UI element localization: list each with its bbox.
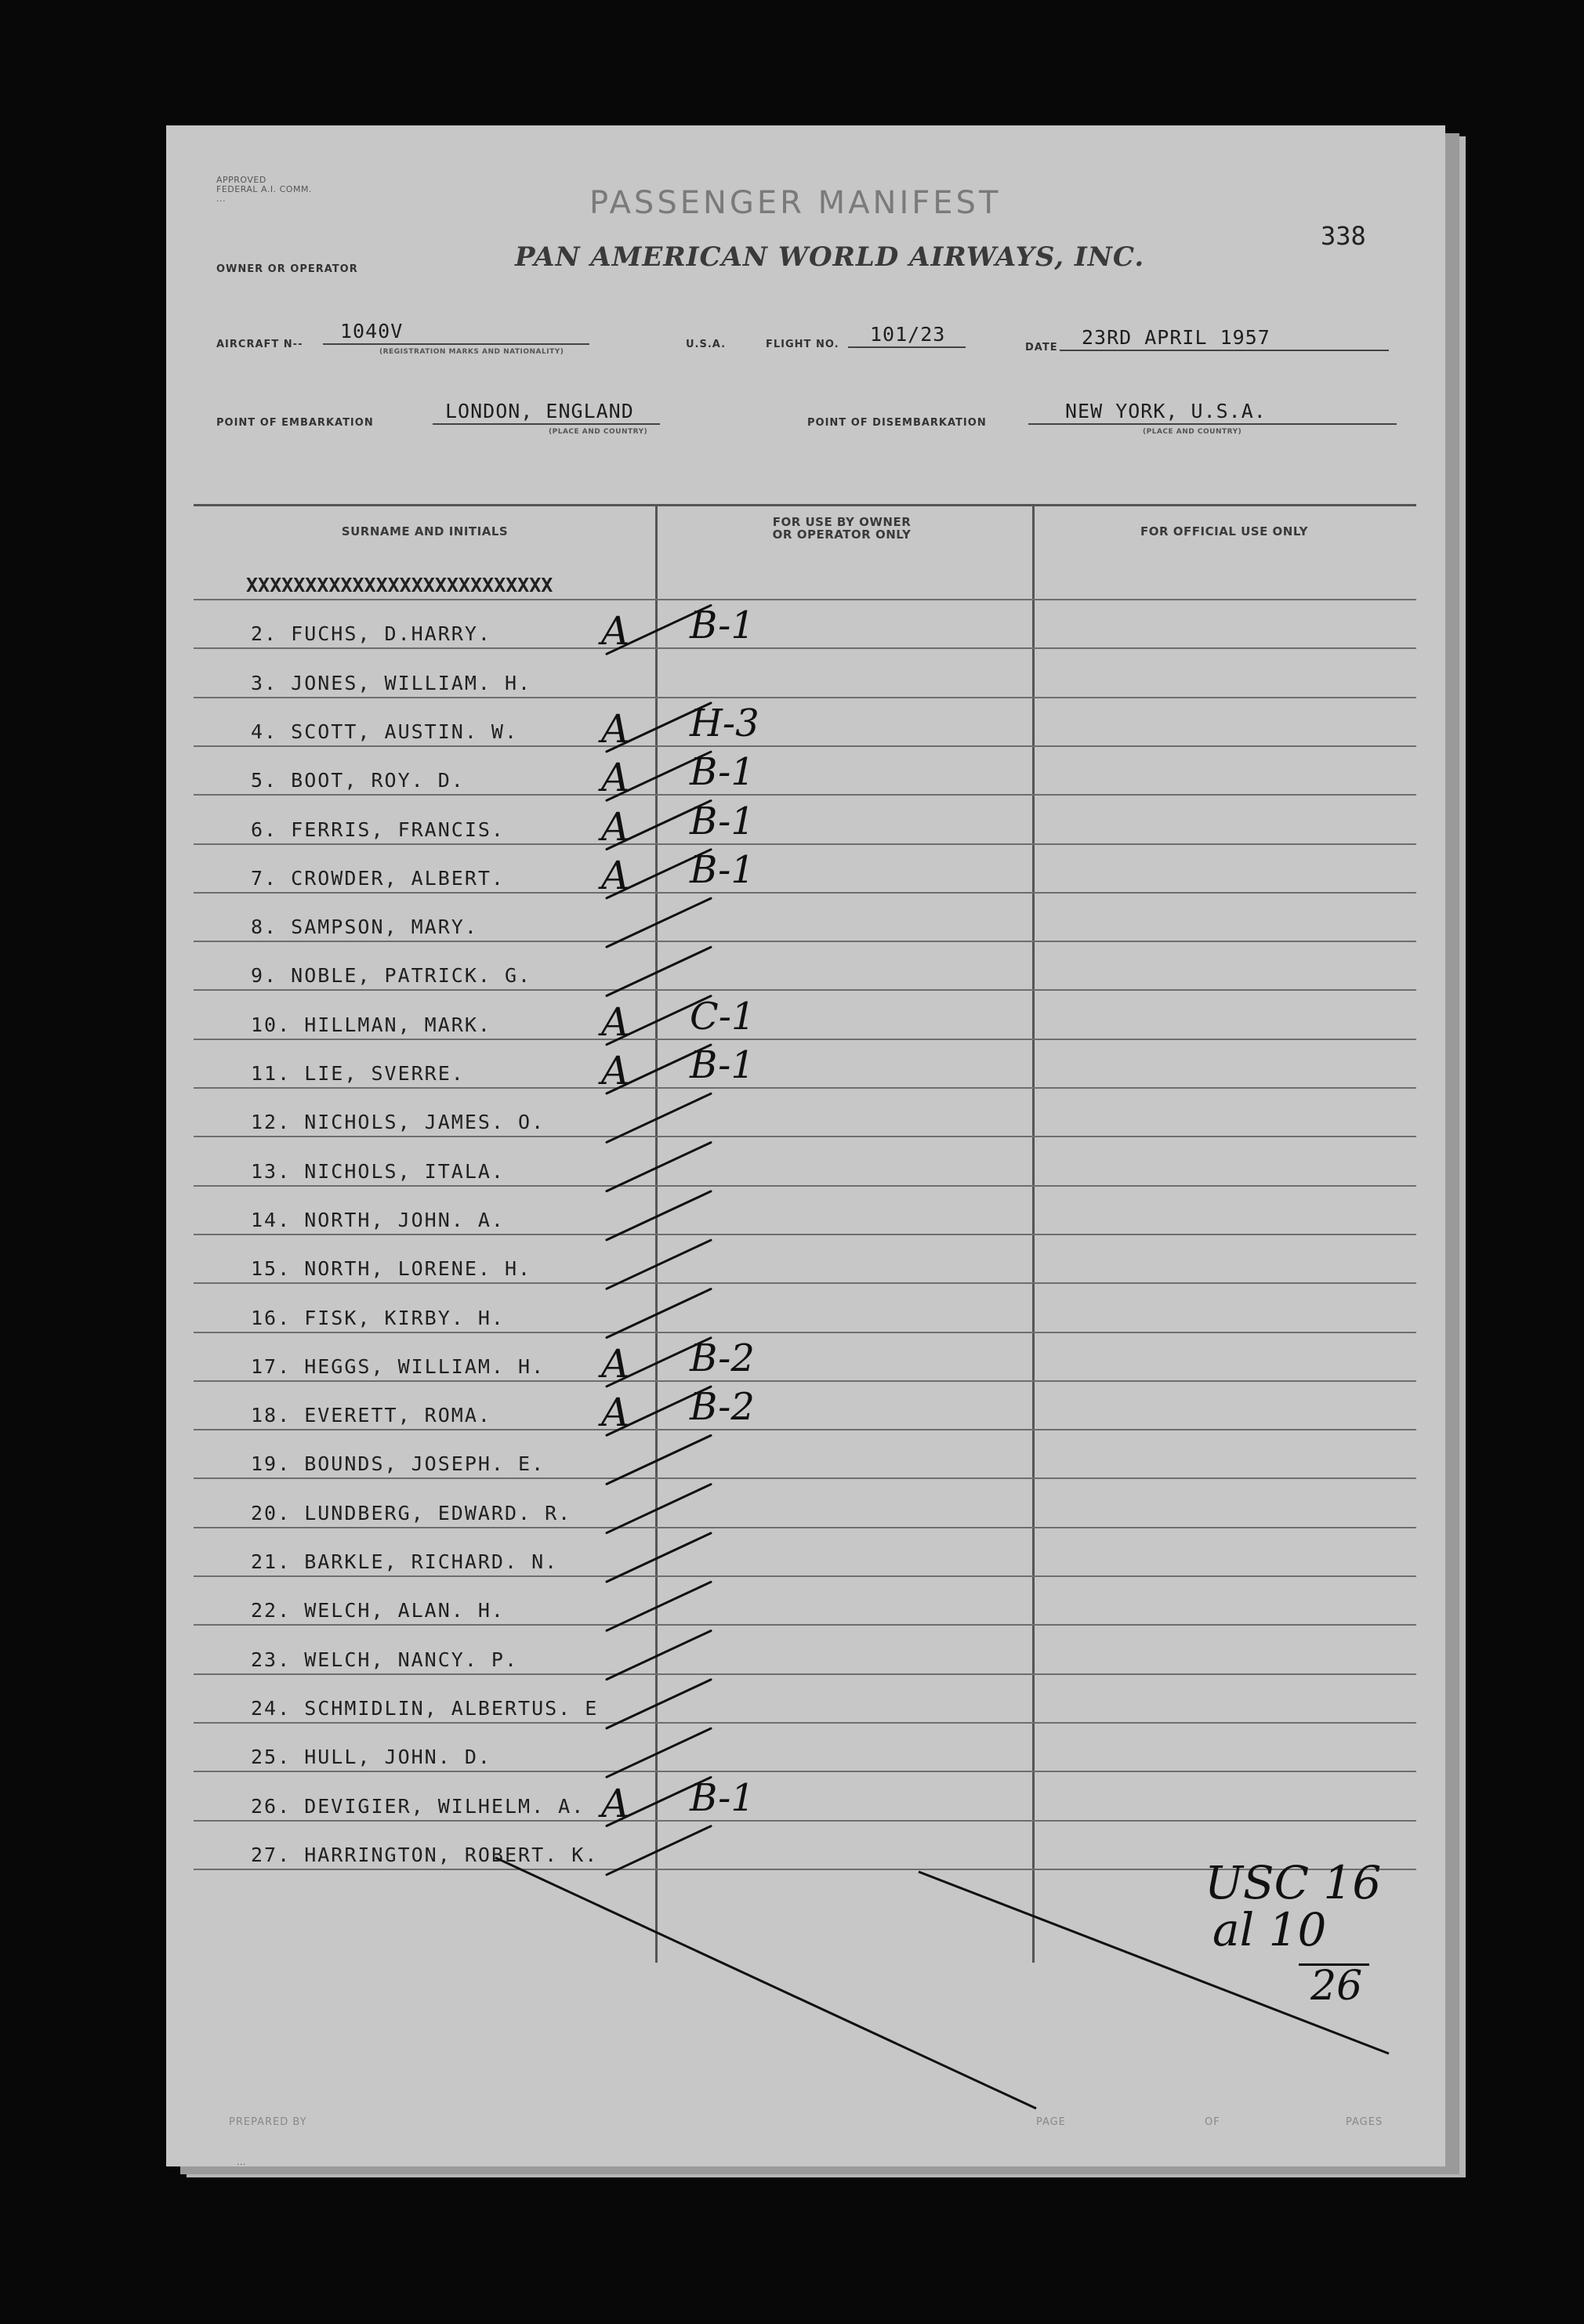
check-stroke xyxy=(607,1338,711,1387)
column-owner-use: FOR USE BY OWNER OR OPERATOR ONLY xyxy=(772,515,912,542)
check-stroke xyxy=(607,801,711,850)
passenger-entry: 8. SAMPSON, MARY. xyxy=(251,915,478,939)
passenger-entry: XXXXXXXXXXXXXXXXXXXXXXXXXX xyxy=(246,574,553,596)
visa-class-mark: B-1 xyxy=(690,750,755,795)
check-stroke xyxy=(607,898,711,947)
disembarkation-label: POINT OF DISEMBARKATION xyxy=(807,417,987,429)
check-stroke xyxy=(607,947,711,995)
place-note: (PLACE AND COUNTRY) xyxy=(549,428,648,436)
closing-line-right xyxy=(919,1872,1389,2054)
check-stroke xyxy=(607,1778,711,1826)
passenger-entry: 9. NOBLE, PATRICK. G. xyxy=(251,964,532,988)
passenger-entry: 23. WELCH, NANCY. P. xyxy=(251,1648,519,1671)
passenger-entry: 25. HULL, JOHN. D. xyxy=(251,1746,491,1769)
visa-class-mark: B-1 xyxy=(690,1043,755,1087)
passenger-entry: 14. NORTH, JOHN. A. xyxy=(251,1208,505,1231)
passenger-entry: 18. EVERETT, ROMA. xyxy=(251,1404,491,1427)
passenger-entry: 27. HARRINGTON, ROBERT. K. xyxy=(251,1843,599,1866)
tally-line-2: al 10 xyxy=(1212,1903,1327,1956)
check-stroke xyxy=(607,1485,711,1533)
check-stroke xyxy=(607,1240,711,1289)
owner-label: OWNER OR OPERATOR xyxy=(216,263,358,275)
date-label: DATE xyxy=(1025,342,1058,353)
passenger-entry: 15. NORTH, LORENE. H. xyxy=(251,1257,532,1281)
visa-class-mark: B-2 xyxy=(690,1336,755,1380)
check-stroke xyxy=(607,1582,711,1630)
check-stroke xyxy=(607,1143,711,1191)
passenger-entry: 5. BOOT, ROY. D. xyxy=(251,769,465,792)
admission-mark: A xyxy=(601,755,630,801)
visa-class-mark: C-1 xyxy=(690,994,756,1039)
aircraft-value: 1040V xyxy=(340,320,404,343)
admission-mark: A xyxy=(601,608,630,654)
tally-total: 26 xyxy=(1310,1963,1363,2010)
admission-mark: A xyxy=(601,1390,630,1436)
passenger-entry: 3. JONES, WILLIAM. H. xyxy=(251,671,532,694)
of-label: OF xyxy=(1205,2116,1220,2128)
passenger-entry: 19. BOUNDS, JOSEPH. E. xyxy=(251,1452,546,1476)
check-stroke xyxy=(607,1533,711,1582)
embarkation-label: POINT OF EMBARKATION xyxy=(216,417,374,429)
admission-mark: A xyxy=(601,803,630,850)
page-label: PAGE xyxy=(1036,2116,1066,2128)
check-stroke xyxy=(607,1387,711,1435)
check-stroke xyxy=(607,996,711,1045)
check-stroke xyxy=(607,1680,711,1728)
passenger-entry: 6. FERRIS, FRANCIS. xyxy=(251,818,505,841)
registration-note: (REGISTRATION MARKS AND NATIONALITY) xyxy=(379,348,564,356)
check-stroke xyxy=(607,1728,711,1777)
passenger-entry: 13. NICHOLS, ITALA. xyxy=(251,1159,505,1183)
disembarkation-value: NEW YORK, U.S.A. xyxy=(1065,400,1267,422)
passenger-entry: 22. WELCH, ALAN. H. xyxy=(251,1599,505,1622)
passenger-entry: 10. HILLMAN, MARK. xyxy=(251,1013,491,1036)
page-title: PASSENGER MANIFEST xyxy=(589,185,1002,221)
check-stroke xyxy=(607,850,711,898)
passenger-entry: 26. DEVIGIER, WILHELM. A. xyxy=(251,1794,585,1818)
passenger-entry: 20. LUNDBERG, EDWARD. R. xyxy=(251,1501,572,1525)
check-stroke xyxy=(607,1826,711,1875)
check-stroke xyxy=(607,1435,711,1484)
passenger-entry: 11. LIE, SVERRE. xyxy=(251,1062,465,1085)
embarkation-value: LONDON, ENGLAND xyxy=(445,400,634,422)
prepared-by-label: PREPARED BY xyxy=(229,2116,307,2128)
visa-class-mark: B-1 xyxy=(690,1775,755,1820)
visa-class-mark: B-2 xyxy=(690,1385,755,1430)
tally-line-1: USC 16 xyxy=(1205,1856,1382,1909)
closing-line-left xyxy=(495,1858,1036,2108)
column-surname: SURNAME AND INITIALS xyxy=(341,524,509,538)
check-stroke xyxy=(607,1093,711,1142)
admission-mark: A xyxy=(601,1340,630,1387)
check-stroke xyxy=(607,1045,711,1093)
form-number: ... xyxy=(237,2157,246,2167)
check-stroke xyxy=(607,1191,711,1240)
visa-class-mark: B-1 xyxy=(690,604,755,648)
place-note-2: (PLACE AND COUNTRY) xyxy=(1143,428,1242,436)
pages-label: PAGES xyxy=(1346,2116,1383,2128)
manifest-page xyxy=(166,125,1445,2166)
handwritten-strokes xyxy=(166,125,1445,2166)
passenger-entry: 16. FISK, KIRBY. H. xyxy=(251,1306,505,1329)
check-stroke xyxy=(607,605,711,654)
check-stroke xyxy=(607,752,711,800)
country-label: U.S.A. xyxy=(686,339,727,350)
check-stroke xyxy=(607,1631,711,1680)
column-official-use: FOR OFFICIAL USE ONLY xyxy=(1140,524,1308,538)
page-number: 338 xyxy=(1321,221,1366,251)
admission-mark: A xyxy=(601,852,630,898)
form-approval-note: APPROVED FEDERAL A.I. COMM. ... xyxy=(216,175,312,204)
flight-label: FLIGHT NO. xyxy=(766,339,839,350)
passenger-entry: 24. SCHMIDLIN, ALBERTUS. E xyxy=(251,1696,599,1720)
visa-class-mark: B-1 xyxy=(690,847,755,892)
date-value: 23RD APRIL 1957 xyxy=(1082,326,1270,349)
admission-mark: A xyxy=(601,1048,630,1093)
passenger-entry: 12. NICHOLS, JAMES. O. xyxy=(251,1111,546,1134)
aircraft-label: AIRCRAFT N-- xyxy=(216,339,303,350)
visa-class-mark: B-1 xyxy=(690,799,755,843)
check-stroke xyxy=(607,1289,711,1338)
passenger-entry: 7. CROWDER, ALBERT. xyxy=(251,866,505,890)
admission-mark: A xyxy=(601,705,630,752)
admission-mark: A xyxy=(601,999,630,1045)
passenger-entry: 2. FUCHS, D.HARRY. xyxy=(251,622,491,646)
flight-value: 101/23 xyxy=(870,323,946,346)
airline-name: PAN AMERICAN WORLD AIRWAYS, INC. xyxy=(515,241,1145,273)
passenger-entry: 4. SCOTT, AUSTIN. W. xyxy=(251,720,519,743)
passenger-entry: 17. HEGGS, WILLIAM. H. xyxy=(251,1354,546,1378)
visa-class-mark: H-3 xyxy=(690,701,759,745)
admission-mark: A xyxy=(601,1780,630,1826)
passenger-entry: 21. BARKLE, RICHARD. N. xyxy=(251,1550,559,1573)
check-stroke xyxy=(607,703,711,752)
